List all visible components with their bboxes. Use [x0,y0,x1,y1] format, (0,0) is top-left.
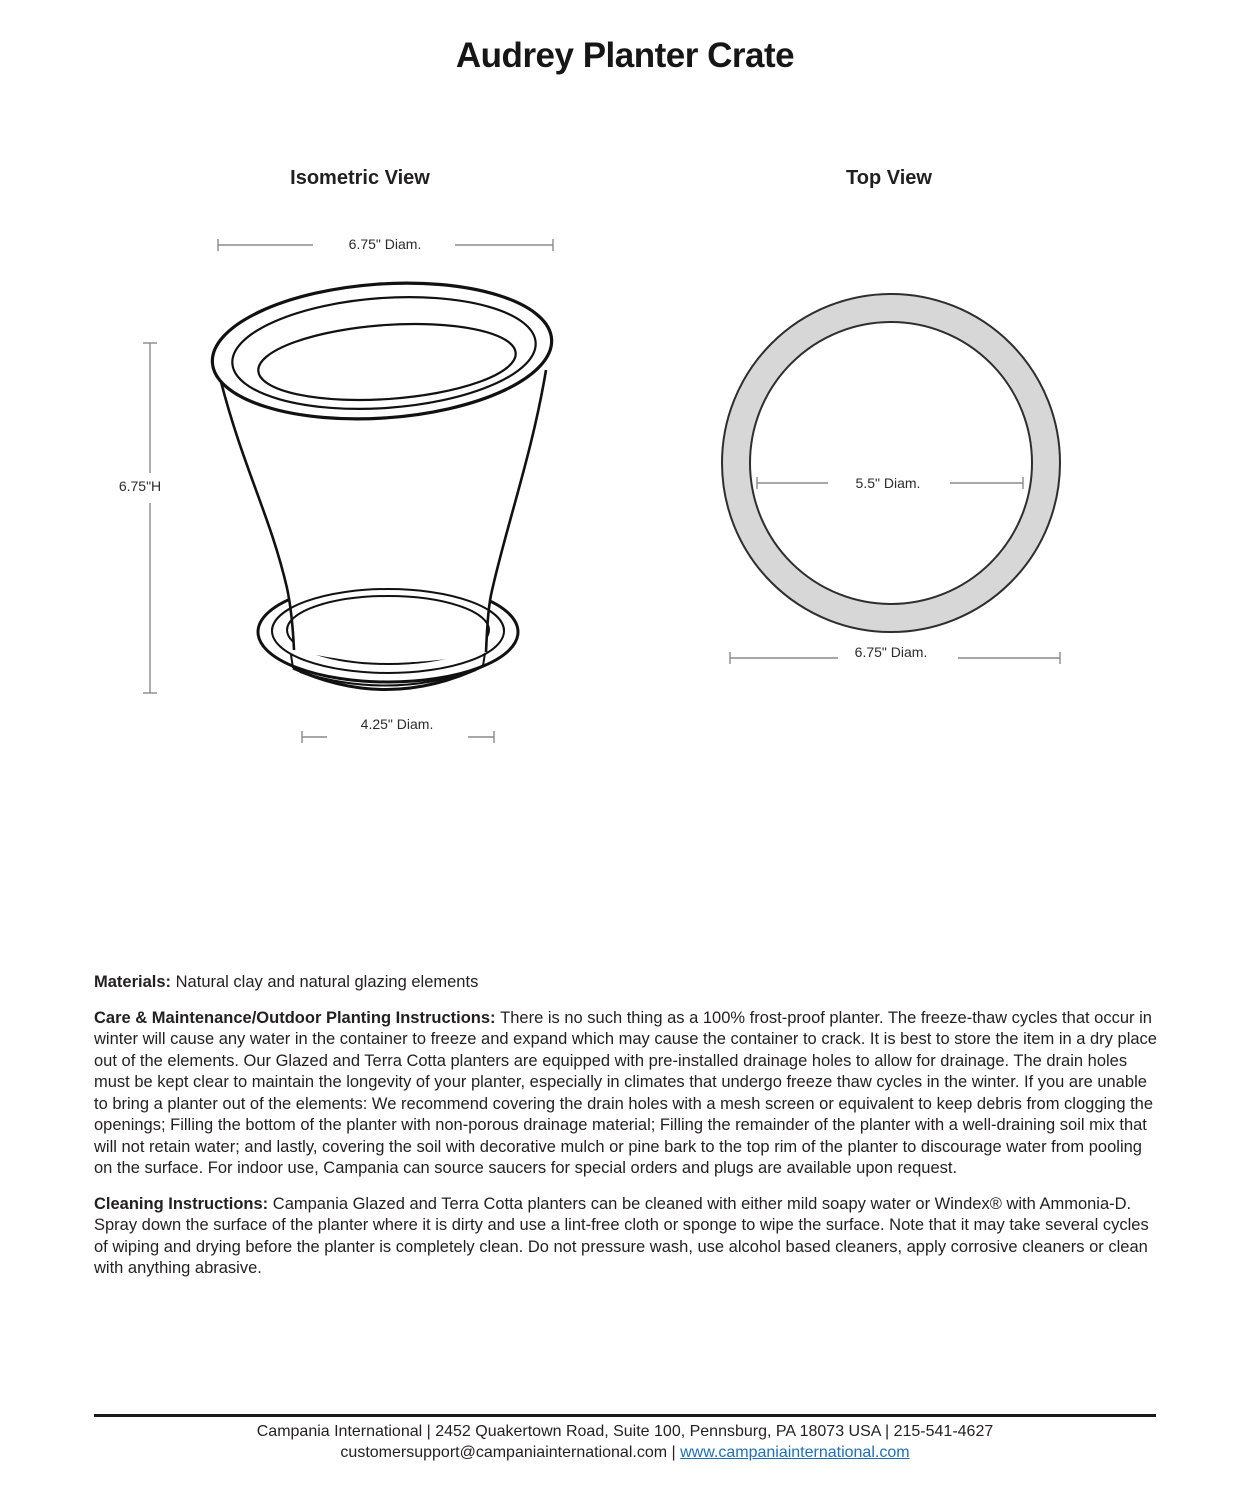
materials-label: Materials: [94,973,172,991]
page-title: Audrey Planter Crate [455,36,795,75]
spec-text-section [94,972,1157,1294]
iso-height-dimension-lines [143,343,157,693]
footer-divider [94,1414,1156,1417]
iso-top-diameter-label: 6.75" Diam. [348,236,422,252]
care-label: Care & Maintenance/Outdoor Planting Instructions: [94,1008,496,1027]
planter-top-view-drawing [722,294,1060,632]
top-view-inner-circle [750,322,1032,604]
top-view-outer-diameter-label: 6.75" Diam. [854,644,928,660]
cleaning-paragraph [94,1194,1157,1280]
iso-base-dimension-lines [302,731,494,743]
materials-paragraph [94,972,1157,994]
care-text: There is no such thing as a 100% frost-proof planter. The freeze-thaw cycles that occur in winter will cause any water in the container to freeze and expand which may cause the container to crack. It is best to store the item in a dry place out of the elements. Our Glazed and Terra Cotta planters are equipped with pre-installed drainage holes to allow for drainage. The drain holes must be kept clear to maintain the longevity of your planter, especially in climates that undergo freeze thaw cycles in the winter. If you are unable to bring a planter out of the elements: We recommend covering the drain holes with a mesh screen or equivalent to keep debris from clogging the openings; Filling the bottom of the planter with non-porous drainage material; Filling the remainder of the planter with a well-draining soil mix that will not retain water; and lastly, covering the soil with decorative mulch or pine bark to the top rim of the planter to discourage water from pooling on the surface. For indoor use, Campania can source saucers for special orders and plugs are available upon request. [94,1008,1157,1177]
footer-contact-line [0,1442,1250,1463]
isometric-view-heading: Isometric View [290,167,430,189]
care-paragraph [94,1008,1157,1180]
footer-separator: | [671,1444,676,1461]
footer-email: customersupport@campaniainternational.com [340,1444,668,1461]
iso-height-label: 6.75"H [118,478,162,494]
iso-base-diameter-label: 4.25" Diam. [360,716,434,732]
cleaning-text: Campania Glazed and Terra Cotta planters can be cleaned with either mild soapy water or Windex® with Ammonia-D. Spray down the surface of the planter where it is dirty and use a lint-free cloth or sponge to wipe the surface. Note that it may take several cycles of wiping and drying before the planter is completely clean. Do not pressure wash, use alcohol based cleaners, apply corrosive cleaners or clean with anything abrasive. [94,1194,1149,1277]
cleaning-label: Cleaning Instructions: [94,1194,269,1213]
top-view-heading: Top View [846,167,932,189]
footer-website-link[interactable]: www.campaniainternational.com [680,1444,910,1461]
footer [0,1421,1250,1463]
top-view-inner-diameter-label: 5.5" Diam. [855,475,921,491]
footer-address-line: Campania International | 2452 Quakertown Road, Suite 100, Pennsburg, PA 18073 USA | 215-541-4627 [256,1423,994,1440]
materials-text: Natural clay and natural glazing elements [175,973,479,991]
planter-isometric-drawing [208,272,557,689]
